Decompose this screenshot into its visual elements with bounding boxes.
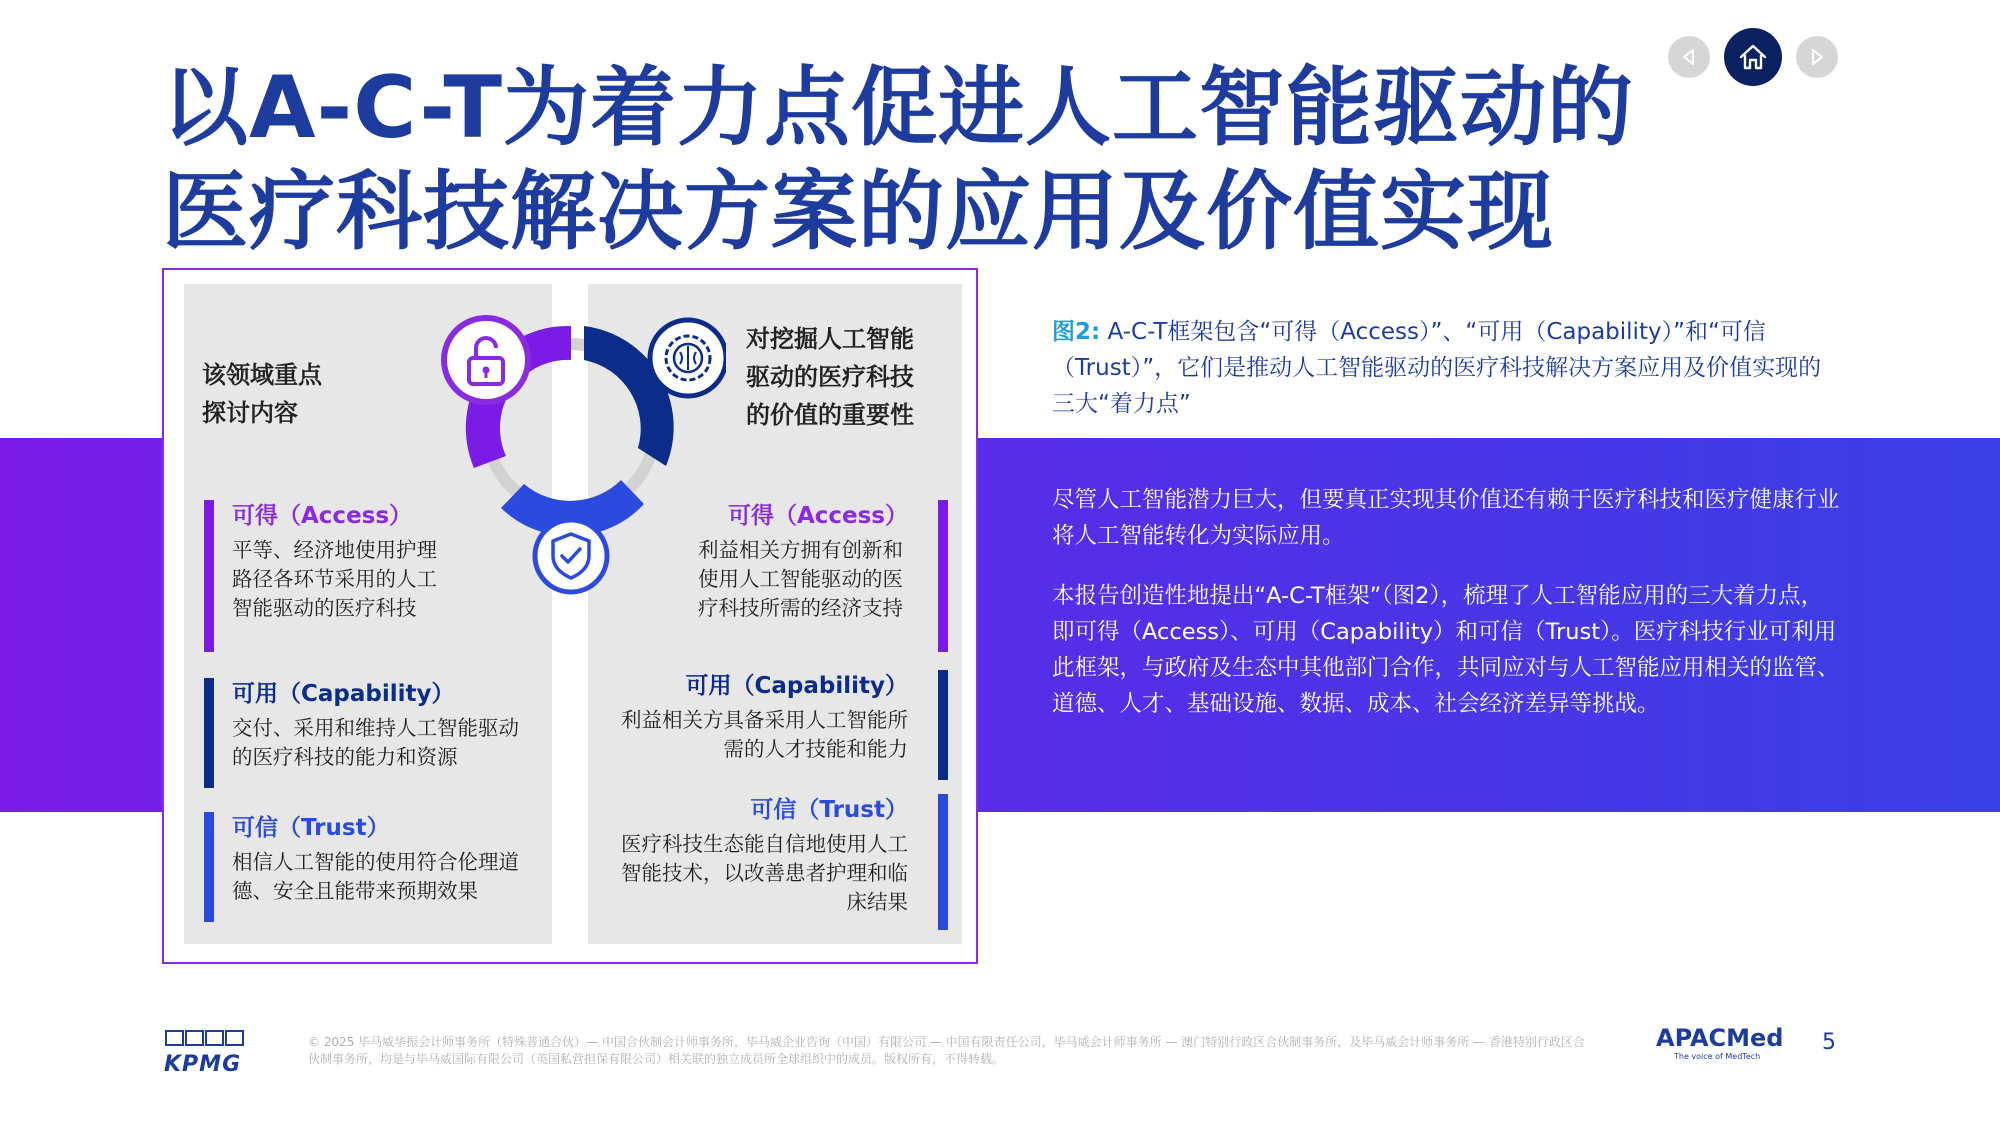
left-item-trust	[204, 812, 534, 906]
page-title-line-1: 以A-C-T为着力点促进人工智能驱动的	[162, 58, 1635, 158]
figure-caption-text: A-C-T框架包含“可得（Access）”、“可用（Capability）”和“可信（Trust）”，它们是推动人工智能驱动的医疗科技解决方案应用及价值实现的三大“着力点”	[1052, 319, 1822, 417]
right-item-capability	[604, 670, 948, 764]
home-button[interactable]	[1724, 28, 1782, 86]
left-access-title: 可得（Access）	[232, 503, 413, 529]
body-paragraph-2: 本报告创造性地提出“A-C-T框架”（图2），梳理了人工智能应用的三大着力点，即可得（Access）、可用（Capability）和可信（Trust）。医疗科技行业可利用此框架，与政府及生态中其他部门合作，共同应对与人工智能应用相关的监管、道德、人才、基础设施、数据、成本、社会经济差异等挑战。	[1052, 583, 1840, 717]
body-paragraph-1: 尽管人工智能潜力巨大，但要真正实现其价值还有赖于医疗科技和医疗健康行业将人工智能转化为实际应用。	[1052, 487, 1840, 549]
act-framework-figure	[162, 268, 978, 964]
right-capability-text: 利益相关方具备采用人工智能所需的人才技能和能力	[621, 708, 908, 761]
apacmed-logo-text: APACMed	[1656, 1024, 1784, 1052]
kpmg-logo	[164, 1030, 248, 1077]
apacmed-tagline: The voice of MedTech	[1674, 1052, 1761, 1061]
right-trust-bar	[938, 794, 948, 930]
left-capability-text: 交付、采用和维持人工智能驱动的医疗科技的能力和资源	[232, 716, 519, 769]
next-slide-button[interactable]	[1796, 36, 1838, 78]
right-trust-title: 可信（Trust）	[750, 797, 908, 823]
page-title	[162, 56, 1642, 264]
right-access-title: 可得（Access）	[727, 503, 908, 529]
footer-legal-text: © 2025 毕马威华振会计师事务所（特殊普通合伙）— 中国合伙制会计师事务所，毕马威企业咨询（中国）有限公司 — 中国有限责任公司，毕马威会计师事务所 — 澳门特别行政区合伙制事务所，及毕马威会计师事务所 — 香港特别行政区合伙制事务所，均是与毕马威国际有限公司（英国私营担保有限公司）相关联的独立成员所全球组织中的成员。版权所有，不得转载。	[308, 1035, 1585, 1066]
left-trust-bar	[204, 812, 214, 922]
left-item-capability	[204, 678, 534, 772]
figure-caption	[1052, 314, 1842, 422]
chevron-right-icon	[1807, 47, 1827, 67]
body-text	[1052, 482, 1842, 746]
apacmed-logo	[1656, 1024, 1784, 1061]
page-title-line-2: 医疗科技解决方案的应用及价值实现	[162, 162, 1554, 262]
slide-navigation	[1668, 28, 1838, 86]
left-heading: 该领域重点 探讨内容	[202, 361, 322, 427]
left-capability-title: 可用（Capability）	[232, 681, 455, 707]
left-access-bar	[204, 500, 214, 652]
brain-gear-icon	[650, 320, 726, 396]
right-item-access	[604, 500, 948, 623]
left-trust-title: 可信（Trust）	[232, 815, 390, 841]
prev-slide-button[interactable]	[1668, 36, 1710, 78]
left-capability-bar	[204, 678, 214, 788]
chevron-left-icon	[1679, 47, 1699, 67]
right-capability-title: 可用（Capability）	[685, 673, 908, 699]
right-item-trust	[604, 794, 948, 917]
lock-icon	[444, 318, 528, 402]
right-access-bar	[938, 500, 948, 652]
home-icon	[1737, 41, 1769, 73]
shield-check-icon	[535, 520, 607, 592]
kpmg-logo-text: KPMG	[164, 1052, 242, 1077]
left-access-text: 平等、经济地使用护理路径各环节采用的人工智能驱动的医疗科技	[232, 538, 437, 620]
right-trust-text: 医疗科技生态能自信地使用人工智能技术，以改善患者护理和临床结果	[621, 832, 908, 914]
page-number: 5	[1822, 1030, 1836, 1055]
right-capability-bar	[938, 670, 948, 780]
right-access-text: 利益相关方拥有创新和使用人工智能驱动的医疗科技所需的经济支持	[698, 538, 903, 620]
right-heading: 对挖掘人工智能 驱动的医疗科技 的价值的重要性	[746, 325, 914, 429]
left-item-access	[204, 500, 524, 623]
left-trust-text: 相信人工智能的使用符合伦理道德、安全且能带来预期效果	[232, 850, 519, 903]
figure-caption-label: 图2:	[1052, 319, 1101, 345]
